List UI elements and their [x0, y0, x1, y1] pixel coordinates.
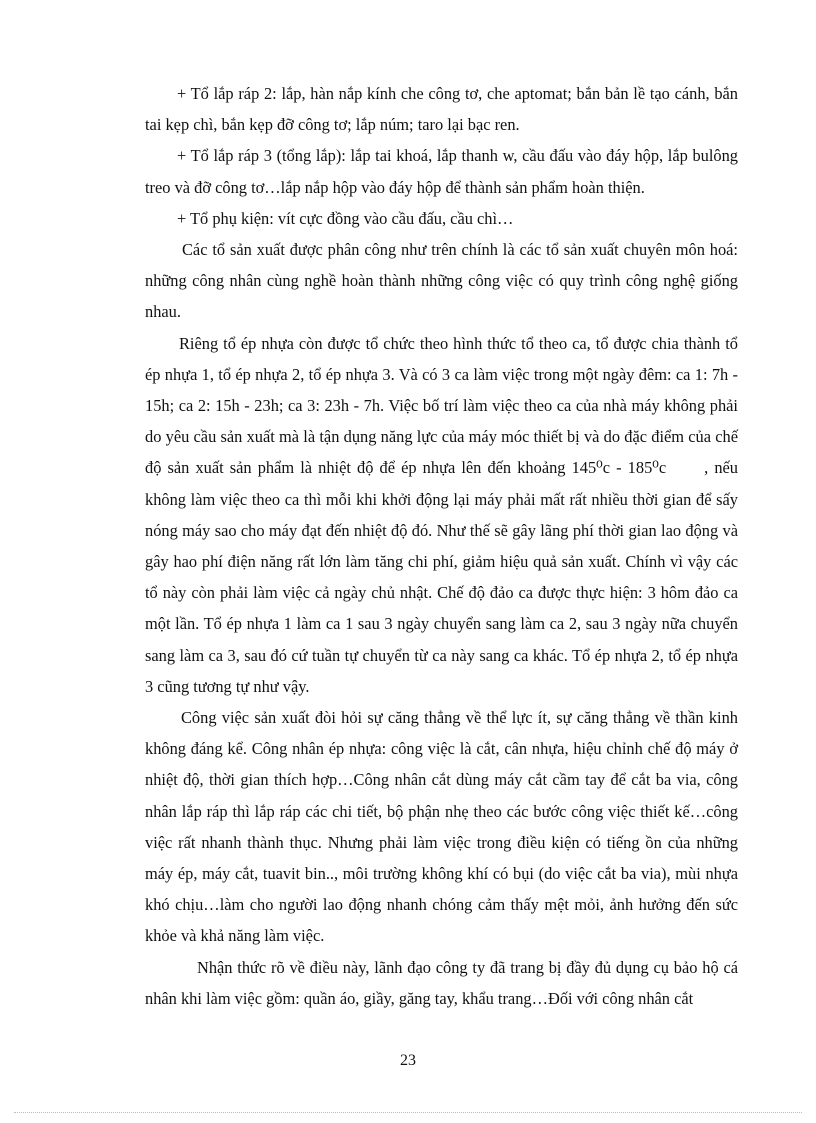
paragraph-assembly-team-3: + Tổ lắp ráp 3 (tổng lắp): lắp tai khoá, lắp thanh w, cầu đấu vào đáy hộp, lắp bulông treo và đỡ công tơ…lắp nắp hộp vào đáy hộp để thành sản phẩm hoàn thiện. — [145, 146, 738, 197]
shift-text-part-2: , nếu không làm việc theo ca thì mỗi khi khởi động lại máy phải mất rất nhiều thời gian để sấy nóng máy sao cho máy đạt đến nhiệt độ đó. Như thế sẽ gây lãng phí thời gian lao động và gây hao phí điện năng rất lớn làm tăng chi phí, giảm hiệu quả sản xuất. Chính vì vậy các tổ này còn phải làm việc cả ngày chủ nhật. Chế độ đảo ca được thực hiện: 3 hôm đảo ca một lần. Tổ ép nhựa 1 làm ca 1 sau 3 ngày chuyển sang làm ca 2, sau 3 ngày nữa chuyển sang làm ca 3, sau đó cứ tuần tự chuyển từ ca này sang ca khác. Tổ ép nhựa 2, tổ ép nhựa 3 cũng tương tự như vậy. — [145, 458, 738, 696]
paragraph-assembly-team-2: + Tổ lắp ráp 2: lắp, hàn nắp kính che công tơ, che aptomat; bắn bản lề tạo cánh, bắn tai kẹp chì, bắn kẹp đỡ công tơ; lắp núm; taro lại bạc ren. — [145, 84, 738, 135]
paragraph-accessories-team: + Tổ phụ kiện: vít cực đồng vào cầu đấu, cầu chì… — [177, 208, 514, 228]
page-number: 23 — [400, 1052, 416, 1069]
footer-divider — [14, 1112, 802, 1113]
paragraph-specialized-teams: Các tổ sản xuất được phân công như trên chính là các tổ sản xuất chuyên môn hoá: những công nhân cùng nghề hoàn thành những công việc có quy trình công nghệ giống nhau. — [145, 240, 738, 322]
body-text — [145, 78, 738, 1014]
shift-text-part-1: Riêng tổ ép nhựa còn được tổ chức theo hình thức tổ theo ca, tổ được chia thành tổ ép nhựa 1, tổ ép nhựa 2, tổ ép nhựa 3. Và có 3 ca làm việc trong một ngày đêm: ca 1: 7h - 15h; ca 2: 15h - 23h; ca 3: 23h - 7h. Việc bố trí làm việc theo ca của nhà máy không phải do yêu cầu sản xuất mà là tận dụng năng lực của máy móc thiết bị và do đặc điểm của chế độ sản xuất sản phẩm là nhiệt độ để ép nhựa lên đến khoảng 145⁰c - 185⁰c — [145, 333, 738, 478]
paragraph-plastic-molding-shifts — [145, 328, 738, 702]
paragraph-protective-equipment: Nhận thức rõ về điều này, lãnh đạo công ty đã trang bị đầy đủ dụng cụ bảo hộ cá nhân khi làm việc gồm: quần áo, giầy, găng tay, khẩu trang…Đối với công nhân cắt — [145, 957, 738, 1008]
paragraph-working-conditions: Công việc sản xuất đòi hỏi sự căng thẳng về thể lực ít, sự căng thẳng về thần kinh không đáng kể. Công nhân ép nhựa: công việc là cắt, cân nhựa, hiệu chỉnh chế độ máy ở nhiệt độ, thời gian thích hợp…Công nhân cắt dùng máy cắt cầm tay để cắt ba via, công nhân lắp ráp thì lắp ráp các chi tiết, bộ phận nhẹ theo các bước công việc thiết kế…công việc rất nhanh thành thục. Nhưng phải làm việc trong điều kiện có tiếng ồn của những máy ép, máy cắt, tuavit bin.., môi trường không khí có bụi (do việc cắt ba via), mùi nhựa khó chịu…làm cho người lao động nhanh chóng cảm thấy mệt mỏi, ảnh hưởng đến sức khỏe và khả năng làm việc. — [145, 708, 738, 946]
